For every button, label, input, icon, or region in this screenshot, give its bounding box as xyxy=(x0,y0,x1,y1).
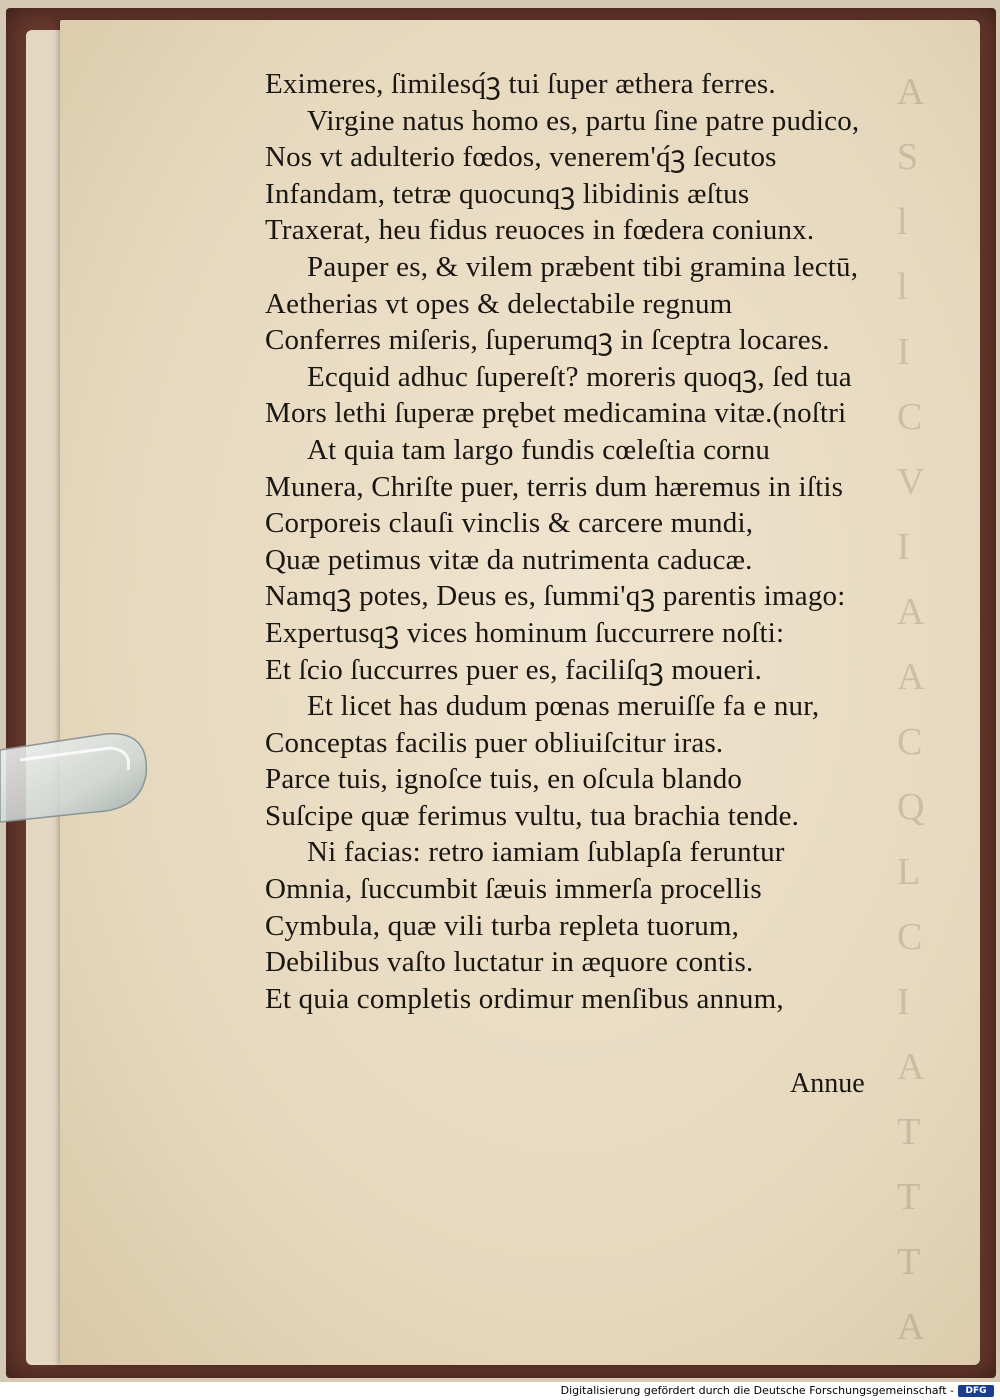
verse-line: Pauper es, & vilem præbent tibi gramina lectū, xyxy=(307,250,859,283)
funding-credit: Digitalisierung gefördert durch die Deutsche Forschungsgemeinschaft - xyxy=(560,1384,954,1397)
verse-text-block xyxy=(265,66,925,1017)
footer-bar xyxy=(0,1382,1000,1400)
verse-line: Nos vt adulterio fœdos, venerem'q́ꝫ ſecutos xyxy=(265,141,777,174)
verse-line: Mors lethi ſuperæ prębet medicamina vitæ.(noſtri xyxy=(265,397,847,430)
verse-line: Et licet has dudum pœnas meruiſſe fa e nur, xyxy=(307,690,820,723)
catchword: Annue xyxy=(790,1068,865,1099)
verse-line: Aetherias vt opes & delectabile regnum xyxy=(265,287,733,320)
verse-line: Ni facias: retro iamiam ſublapſa feruntur xyxy=(307,836,785,869)
show-through-text: A S l l I C V I A A C Q L C I A T T T A xyxy=(897,71,925,1348)
verse-line: Parce tuis, ignoſce tuis, en oſcula blando xyxy=(265,763,743,796)
verse-line: Corporeis clauſi vinclis & carcere mundi, xyxy=(265,507,754,540)
verse-line: Debilibus vaſto luctatur in æquore contis. xyxy=(265,946,754,979)
verse-line: Eximeres, ſimilesq́ꝫ tui ſuper æthera ferres. xyxy=(265,68,776,100)
page-clip xyxy=(0,730,150,830)
verse-line: Et quia completis ordimur menſibus annum, xyxy=(265,982,784,1015)
verse-line: Cymbula, quæ vili turba repleta tuorum, xyxy=(265,909,740,942)
verse-line: Traxerat, heu fidus reuoces in fœdera coniunx. xyxy=(265,214,815,247)
verse-line: Expertusqꝫ vices hominum ſuccurrere noſti: xyxy=(265,616,785,649)
verse-line: Virgine natus homo es, partu ſine patre pudico, xyxy=(307,104,860,137)
verse-line: Suſcipe quæ ferimus vultu, tua brachia tende. xyxy=(265,799,800,832)
verse-line: Quæ petimus vitæ da nutrimenta caducæ. xyxy=(265,543,753,576)
verse-line: Munera, Chriſte puer, terris dum hæremus in iſtis xyxy=(265,470,844,503)
verse-line: At quia tam largo fundis cœleſtia cornu xyxy=(307,433,771,466)
verse-line: Conferres miſeris, ſuperumqꝫ in ſceptra locares. xyxy=(265,324,830,357)
verse-line: Infandam, tetræ quocunqꝫ libidinis æſtus xyxy=(265,177,750,210)
verse-line: Omnia, ſuccumbit ſæuis immerſa procellis xyxy=(265,873,762,906)
verse-line: Conceptas facilis puer obliuiſcitur iras. xyxy=(265,726,724,759)
verse-line: Namqꝫ potes, Deus es, ſummi'qꝫ parentis imago: xyxy=(265,580,846,613)
dfg-logo: DFG xyxy=(958,1385,994,1397)
verse-line: Et ſcio ſuccurres puer es, faciliſqꝫ moueri. xyxy=(265,653,763,686)
verse-line: Ecquid adhuc ſupereſt? moreris quoqꝫ, ſed tua xyxy=(307,360,852,393)
